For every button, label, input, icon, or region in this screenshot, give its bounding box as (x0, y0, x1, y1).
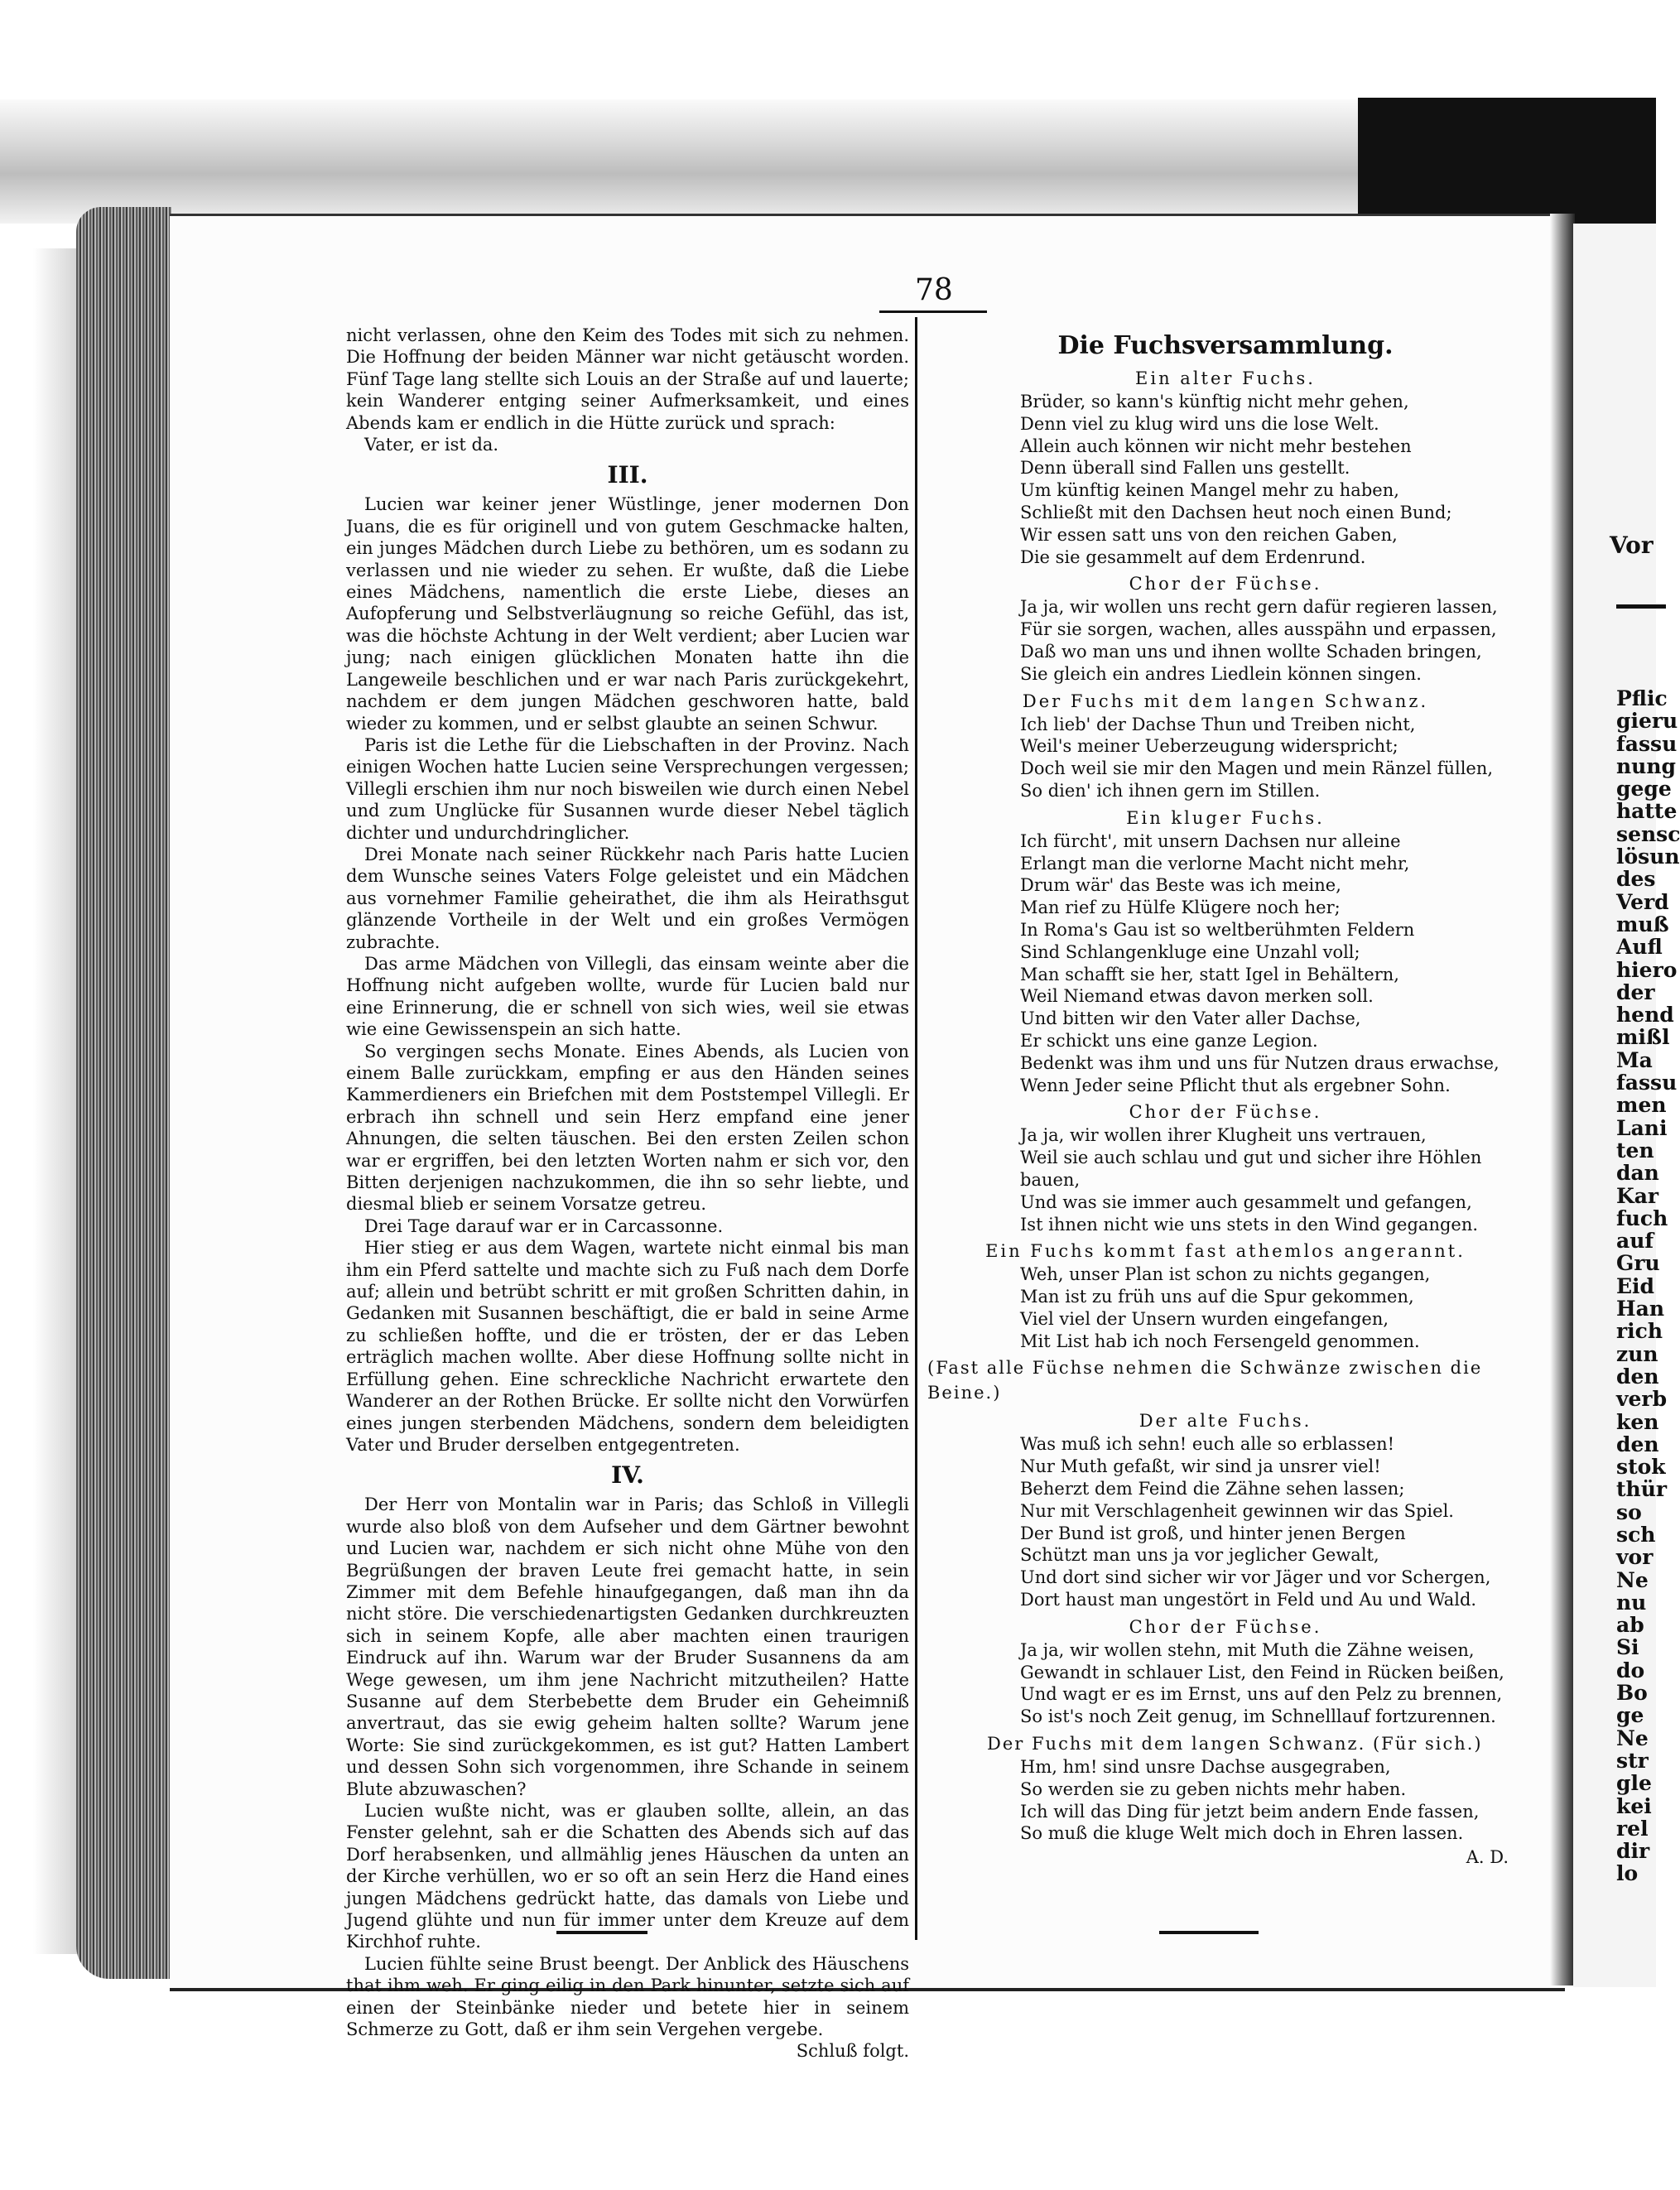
verse-line: Hm, hm! sind unsre Dachse ausgegraben, (1020, 1757, 1391, 1778)
next-page-heading: Vor (1610, 532, 1654, 559)
continuation-line (346, 2040, 909, 2062)
end-rule-right (1159, 1931, 1259, 1934)
next-page-fragment-line: Ma (1616, 1047, 1653, 1072)
speaker: Chor der Füchse. (1129, 1616, 1322, 1637)
next-page-fragment-line: ge (1616, 1703, 1644, 1728)
next-page-fragment-line: nu (1616, 1590, 1647, 1615)
section-heading-3: III. (607, 461, 648, 489)
verse (927, 714, 1524, 802)
next-page-fragment-line: ab (1616, 1613, 1644, 1638)
next-page-fragment-line: dir (1616, 1839, 1650, 1864)
verse-line: Man ist zu früh uns auf die Spur gekommen, (1020, 1287, 1414, 1307)
verse-line: Man rief zu Hülfe Klügere noch her; (1020, 898, 1341, 918)
verse (927, 1639, 1524, 1728)
paragraph: Der Herr von Montalin war in Paris; das Schloß in Villegli wurde also bloß von dem Aufseher und dem Gärtner bewohnt und Lucien war, nachdem er sich nicht ohne Mühe von den Begrüßungen der braven Leute frei gemacht hatte, in sein Zimmer mit dem Befehle hinaufgegangen, daß man ihn da nicht störe. Die verschiedenartigsten Gedanken durchkreuzten sich in seinem Kopfe, alle aber machten einen traurigen Eindruck auf ihn. Warum war der Bruder Susannens da am Wege gewesen, um ihm jene Nachricht mitzutheilen? Hatte Susanne auf dem Sterbebette dem Bruder ein Geheimniß anvertraut, das sie ewig geheim halten sollte? Warum jene Worte: Sie sind zurückgekommen, es ist gut? Hatten Lambert und dessen Sohn sich vorgenommen, ihre Schande in seinem Blute abzuwaschen? (346, 1494, 909, 1799)
page-number-rule (879, 310, 987, 313)
speaker: Ein Fuchs kommt fast athemlos angerannt. (985, 1241, 1466, 1262)
next-page-fragment-line: Aufl (1616, 935, 1663, 960)
verse-line: Beherzt dem Feind die Zähne sehen lassen; (1020, 1479, 1405, 1499)
next-page-fragment-line: Kar (1616, 1183, 1659, 1208)
next-page-fragment-line: lösun (1616, 845, 1680, 869)
verse-line: Denn viel zu klug wird uns die lose Welt. (1020, 413, 1379, 434)
next-page-fragment-line: thür (1616, 1477, 1668, 1502)
next-page-fragment-line: so (1616, 1499, 1642, 1524)
speaker: Der alte Fuchs. (1138, 1411, 1312, 1432)
next-page-fragment-line: ken (1616, 1409, 1659, 1434)
paragraph: So vergingen sechs Monate. Eines Abends, als Lucien von einem Balle zurückkam, empfing er aus den Händen seines Kammerdieners ein Briefchen mit dem Poststempel Villegli. Er erbrach ihn schnell und sein Herz empfand eine jener Ahnungen, die selten täuschen. Bei den ersten Zeilen schon war er ergriffen, bei den letzten Worten nahm er sich vor, den Bitten derjenigen nachzukommen, die ihn so sehr liebte, und diesmal blieb er seinem Vorsatze getreu. (346, 1041, 909, 1215)
poem-title: Die Fuchsversammlung. (1057, 331, 1394, 360)
column-divider (915, 317, 917, 1940)
verse-line: Weil's meiner Ueberzeugung widerspricht; (1020, 736, 1398, 757)
verse-line: Schützt man uns ja vor jeglicher Gewalt, (1020, 1545, 1379, 1566)
next-page-fragment-line: Bo (1616, 1681, 1648, 1706)
verse-line: Ich fürcht', mit unsern Dachsen nur alleine (1020, 830, 1401, 851)
paragraph: Drei Monate nach seiner Rückkehr nach Paris hatte Lucien dem Wunsche seines Vaters Folge geleistet und ein Mädchen aus vornehmer Familie geheirathet, die ihm als Heirathsgut glänzende Vortheile in der Welt und ein großes Vermögen zubrachte. (346, 844, 909, 952)
next-page-fragment-line: hend (1616, 1003, 1674, 1028)
next-page-rule (1616, 604, 1666, 609)
next-page-fragment-line: sensc (1616, 821, 1680, 846)
right-column-poem (927, 330, 1524, 1869)
next-page-fragment-line: kei (1616, 1793, 1652, 1818)
scan-shadow (0, 99, 1358, 224)
speaker: Chor der Füchse. (1129, 574, 1322, 594)
verse (927, 1756, 1524, 1845)
speaker: Ein kluger Fuchs. (1126, 807, 1325, 828)
verse-line: Drum wär' das Beste was ich meine, (1020, 875, 1341, 896)
next-page-fragment-line: Ne (1616, 1726, 1649, 1750)
verse-line: Ich will das Ding für jetzt beim andern Ende fassen, (1020, 1801, 1480, 1822)
verse (927, 1263, 1524, 1352)
next-page-fragment-line: Han (1616, 1297, 1664, 1321)
verse-line: Wir essen satt uns von den reichen Gaben, (1020, 524, 1398, 545)
next-page-fragment-line: den (1616, 1432, 1659, 1456)
next-page-fragment-line: auf (1616, 1229, 1654, 1254)
verse-line: Nur mit Verschlagenheit gewinnen wir das Spiel. (1020, 1500, 1454, 1521)
paragraph: Lucien war keiner jener Wüstlinge, jener modernen Don Juans, die es für originell und von gutem Geschmacke halten, ein junges Mädchen durch Liebe zu bethören, um es sodann zu verlassen und nie wieder zu sehen. Er wußte, daß die Liebe eines Mädchens, namentlich die erste Liebe, dieses an Aufopferung und Selbstverläugnung so reiche Gefühl, das ist, was die höchste Achtung in der Welt verdient; aber Lucien war jung; nach einigen glücklichen Monaten hatte ihn die Langeweile beschlichen und er war nach Paris zurückgekehrt, nachdem er dem jungen Mädchen geschworen hatte, bald wieder zu kommen, und er selbst glaubte an seinen Schwur. (346, 494, 909, 734)
speaker: Der Fuchs mit dem langen Schwanz. (1022, 691, 1429, 711)
paragraph: Paris ist die Lethe für die Liebschaften in der Provinz. Nach einigen Wochen hatte Lucien seine Versprechungen vergessen; Villegli erschien ihm nur noch bisweilen wie durch einen Nebel und zum Unglücke für Susannen wurde dieser Nebel täglich dichter und undurchdringlicher. (346, 734, 909, 843)
next-page-fragment-line: ten (1616, 1138, 1654, 1162)
next-page-fragment-line: rel (1616, 1816, 1649, 1841)
next-page-fragment-line: gieru (1616, 709, 1678, 734)
book-page-edges (76, 207, 171, 1979)
verse-line: Sind Schlangenkluge eine Unzahl voll; (1020, 941, 1360, 962)
next-page-fragment-line: der (1616, 979, 1655, 1004)
verse-line: Viel viel der Unsern wurden eingefangen, (1020, 1308, 1389, 1329)
verse-line: Gewandt in schlauer List, den Feind in Rücken beißen, (1020, 1662, 1504, 1682)
speaker: Der Fuchs mit dem langen Schwanz. (Für sich.) (987, 1734, 1483, 1754)
verse (927, 1433, 1524, 1610)
next-page-fragment-line: fassu (1616, 731, 1678, 756)
page-gutter (1550, 214, 1575, 1985)
verse-line: Und wagt er es im Ernst, uns auf den Pelz zu brennen, (1020, 1684, 1503, 1705)
verse-line: Schließt mit den Dachsen heut noch einen Bund; (1020, 502, 1452, 522)
verse-line: Erlangt man die verlorne Macht nicht mehr, (1020, 853, 1410, 874)
verse-line: Denn überall sind Fallen uns gestellt. (1020, 458, 1350, 479)
verse (927, 1124, 1524, 1235)
end-rule-left (556, 1931, 647, 1934)
verse-line: Nur Muth gefaßt, wir sind ja unsrer viel! (1020, 1456, 1381, 1477)
next-page-fragment-line: rich (1616, 1319, 1663, 1344)
verse (927, 830, 1524, 1097)
next-page-fragment-line: dan (1616, 1161, 1659, 1186)
next-page-fragment-line: stok (1616, 1455, 1666, 1480)
next-page-fragment-line: des (1616, 867, 1656, 892)
stage-direction: (Fast alle Füchse nehmen die Schwänze zwischen die Beine.) (927, 1358, 1483, 1403)
verse-line: In Roma's Gau ist so weltberühmten Feldern (1020, 919, 1415, 940)
verse (927, 391, 1524, 568)
verse-line: Um künftig keinen Mangel mehr zu haben, (1020, 480, 1399, 501)
verse-line: So ist's noch Zeit genug, im Schnelllauf fortzurennen. (1020, 1706, 1496, 1727)
verse-line: Ja ja, wir wollen stehn, mit Muth die Zähne weisen, (1020, 1639, 1475, 1660)
next-page-fragment-line: fassu (1616, 1071, 1678, 1095)
next-page-fragment-line: Eid (1616, 1273, 1655, 1298)
verse-line: Dort haust man ungestört in Feld und Au und Wald. (1020, 1590, 1477, 1610)
verse-line: Ist ihnen nicht wie uns stets in den Wind gegangen. (1020, 1214, 1479, 1235)
verse (927, 596, 1524, 685)
poem-blocks (927, 366, 1524, 1352)
next-page-fragment-line: Pflic (1616, 686, 1668, 710)
next-page-fragment-line: men (1616, 1093, 1667, 1118)
paragraph: Drei Tage darauf war er in Carcassonne. (364, 1215, 724, 1236)
next-page-fragment-line: Ne (1616, 1567, 1649, 1592)
next-page-fragment-line: sch (1616, 1522, 1656, 1547)
verse-line: Was muß ich sehn! euch alle so erblassen! (1020, 1434, 1395, 1455)
verse-line: Mit List hab ich noch Fersengeld genommen. (1020, 1331, 1420, 1351)
next-page-fragment-line: mißl (1616, 1025, 1670, 1050)
verse-line: Bedenkt was ihm und uns für Nutzen draus erwachse, (1020, 1052, 1499, 1073)
verse-line: So dien' ich ihnen gern im Stillen. (1020, 780, 1321, 801)
next-page-fragment-line: muß (1616, 912, 1669, 936)
next-page-fragment-line: den (1616, 1364, 1659, 1389)
author-initials: A. D. (1466, 1847, 1509, 1868)
continued-note: Schluß folgt. (796, 2041, 909, 2062)
verse-line: Man schafft sie her, statt Igel in Behältern, (1020, 964, 1399, 984)
next-page-text (1573, 687, 1680, 1885)
next-page-fragment (1573, 224, 1680, 1987)
page-number: 78 (915, 273, 953, 307)
verse-line: Der Bund ist groß, und hinter jenen Bergen (1020, 1523, 1406, 1543)
verse-line: Und bitten wir den Vater aller Dachse, (1020, 1008, 1361, 1029)
paragraph: Lucien fühlte seine Brust beengt. Der Anblick des Häuschens that ihm weh. Er ging eilig in den Park hinunter, setzte sich auf einen der Steinbänke nieder und betete hier in seinem Schmerze zu Gott, daß er ihm sein Vergehen vergebe. (346, 1953, 909, 2040)
speaker: Chor der Füchse. (1129, 1102, 1322, 1123)
verse-line: So muß die kluge Welt mich doch in Ehren lassen. (1020, 1823, 1464, 1844)
verse-line: Wenn Jeder seine Pflicht thut als ergebner Sohn. (1020, 1075, 1451, 1095)
next-page-fragment-line: lo (1616, 1861, 1639, 1886)
paragraph: Vater, er ist da. (364, 435, 499, 455)
speaker: Ein alter Fuchs. (1135, 368, 1316, 388)
next-page-fragment-line: do (1616, 1658, 1645, 1682)
verse-line: Doch weil sie mir den Magen und mein Ränzel füllen, (1020, 758, 1494, 779)
verse-line: Daß wo man uns und ihnen wollte Schaden bringen, (1020, 641, 1482, 662)
next-page-fragment-line: zun (1616, 1341, 1658, 1366)
section-heading-4: IV. (611, 1461, 644, 1490)
paragraph: Das arme Mädchen von Villegli, das einsam weinte aber die Hoffnung nicht aufgeben wollte, wurde für Lucien bald nur eine Erinnerung, die er schnell von sich wies, weil sie etwas wie eine Gewissenspein an sich hatte. (346, 953, 909, 1040)
next-page-fragment-line: verb (1616, 1387, 1668, 1412)
verse-line: Und was sie immer auch gesammelt und gefangen, (1020, 1191, 1472, 1212)
next-page-fragment-line: hatte (1616, 799, 1678, 824)
verse-line: Ja ja, wir wollen ihrer Klugheit uns vertrauen, (1020, 1125, 1427, 1146)
next-page-fragment-line: nung (1616, 753, 1677, 778)
next-page-fragment-line: Verd (1616, 889, 1669, 914)
next-page-fragment-line: gle (1616, 1771, 1652, 1796)
paragraph: Hier stieg er aus dem Wagen, wartete nicht einmal bis man ihm ein Pferd sattelte und machte sich zu Fuß nach dem Dorfe auf; allein und betrübt schritt er mit großen Schritten dahin, in Gedanken mit Susannen beschäftigt, die er bald in seine Arme zu schließen hoffte, und die er trösten, der er das Leben erträglich machen wollte. Aber diese Hoffnung sollte nicht in Erfüllung gehen. Eine schreckliche Nachricht erwartete den Wanderer an der Rothen Brücke. Er sollte nicht den Vorwürfen eines jungen sterbenden Mädchens, sondern dem beleidigten Vater und Bruder derselben entgegentreten. (346, 1238, 909, 1455)
verse-line: Sie gleich ein andres Liedlein können singen. (1020, 663, 1422, 684)
next-page-fragment-line: fuch (1616, 1206, 1668, 1230)
paragraph: nicht verlassen, ohne den Keim des Todes mit sich zu nehmen. Die Hoffnung der beiden Männer war nicht getäuscht worden. Fünf Tage lang stellte sich Louis an der Straße auf und lauerte; kein Wanderer entging seiner Aufmerksamkeit, und eines Abends kam er endlich in die Hütte zurück und sprach: (346, 325, 909, 433)
verse-line: Brüder, so kann's künftig nicht mehr gehen, (1020, 392, 1409, 412)
next-page-fragment-line: gege (1616, 777, 1672, 801)
next-page-fragment-line: Gru (1616, 1251, 1660, 1276)
verse-line: Allein auch können wir nicht mehr bestehen (1020, 436, 1412, 456)
verse-line: Die sie gesammelt auf dem Erdenrund. (1020, 546, 1366, 567)
next-page-fragment-line: Lani (1616, 1115, 1668, 1140)
verse-line: So werden sie zu geben nichts mehr haben. (1020, 1778, 1407, 1799)
next-page-fragment-line: hiero (1616, 957, 1678, 982)
next-page-fragment-line: vor (1616, 1545, 1654, 1570)
poem-blocks-2 (927, 1408, 1524, 1728)
paragraph: Lucien wußte nicht, was er glauben sollte, allein, an das Fenster gelehnt, sah er die Schatten des Abends sich auf das Dorf herabsenken, und allmählig jenes Häuschen da unten an der Kirche verhüllen, wo er so oft an sein Herz die Hand eines jungen Mädchens gedrückt hatte, das damals von Liebe und Jugend glühte und nun für immer unter dem Kreuze auf dem Kirchhof ruhte. (346, 1801, 909, 1952)
verse-line: Er schickt uns eine ganze Legion. (1020, 1030, 1318, 1051)
verse-line: Ja ja, wir wollen uns recht gern dafür regieren lassen, (1020, 597, 1498, 618)
verse-line: Und dort sind sicher wir vor Jäger und vor Schergen, (1020, 1567, 1491, 1588)
verse-line: Weil sie auch schlau und gut und sicher ihre Höhlen bauen, (1020, 1148, 1482, 1190)
next-page-fragment-line: str (1616, 1748, 1649, 1773)
left-column (346, 325, 909, 2062)
next-page-fragment-line: Si (1616, 1635, 1639, 1660)
verse-line: Weh, unser Plan ist schon zu nichts gegangen, (1020, 1264, 1431, 1285)
book-edge-shadow (33, 248, 83, 1954)
verse-line: Für sie sorgen, wachen, alles ausspähn und erpassen, (1020, 619, 1497, 640)
verse-line: Weil Niemand etwas davon merken soll. (1020, 986, 1374, 1007)
verse-line: Ich lieb' der Dachse Thun und Treiben nicht, (1020, 714, 1416, 734)
